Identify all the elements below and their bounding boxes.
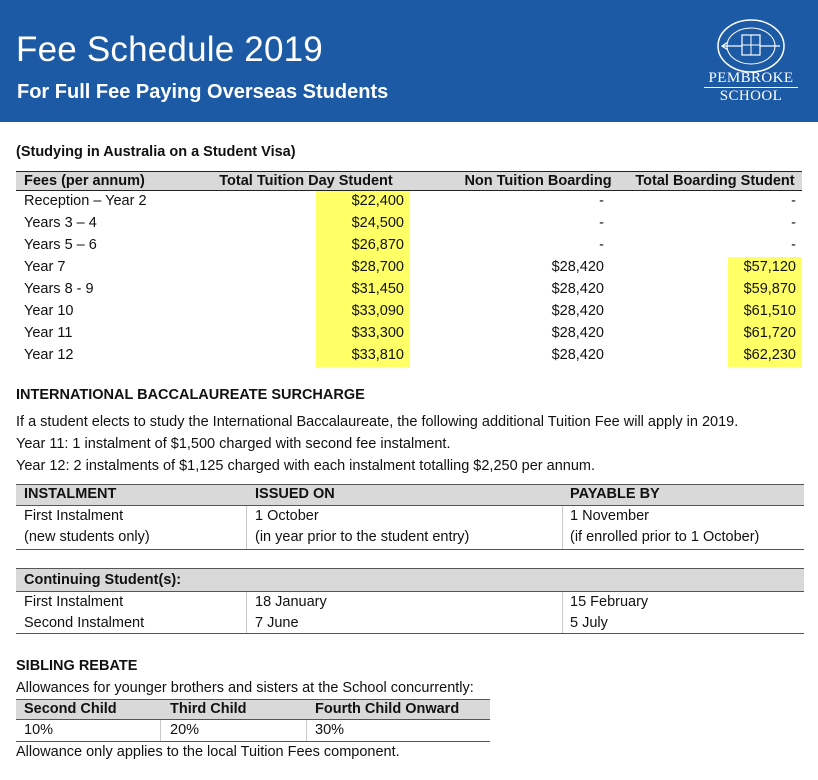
- day-student-fee: $22,400: [316, 191, 410, 213]
- boarding-total-fee: $57,120: [728, 257, 802, 279]
- table-divider: [16, 741, 490, 742]
- col-total-tuition-day: Total Tuition Day Student: [219, 173, 393, 189]
- boarding-total-fee: $59,870: [728, 279, 802, 301]
- continuing-row-issued: 7 June: [255, 615, 299, 631]
- continuing-heading: Continuing Student(s):: [24, 572, 182, 588]
- visa-note: (Studying in Australia on a Student Visa): [16, 144, 296, 160]
- column-divider: [246, 592, 247, 634]
- table-row: [16, 345, 802, 367]
- day-student-fee: $28,700: [316, 257, 410, 279]
- instalment-table-header: [16, 484, 804, 506]
- page-title: Fee Schedule 2019: [16, 30, 323, 69]
- day-student-fee: $26,870: [316, 235, 410, 257]
- ib-line-1: If a student elects to study the International Baccalaureate, the following additional Tuition Fee will apply in 2019.: [16, 414, 739, 430]
- first-issued-sub: (in year prior to the student entry): [255, 529, 470, 545]
- first-payable-date: 1 November: [570, 508, 649, 524]
- non-tuition-fee: -: [599, 237, 604, 253]
- table-row: [16, 323, 802, 345]
- column-divider: [160, 720, 161, 741]
- column-divider: [246, 506, 247, 550]
- first-instalment-label: First Instalment: [24, 508, 124, 524]
- school-crest-icon: [716, 18, 786, 74]
- boarding-total-fee: -: [791, 215, 796, 231]
- boarding-total-fee: $61,720: [728, 323, 802, 345]
- row-label: Reception – Year 2: [24, 193, 147, 209]
- row-label: Years 5 – 6: [24, 237, 97, 253]
- col-third-child: Third Child: [170, 701, 247, 717]
- logo-text-school: SCHOOL: [719, 88, 783, 104]
- non-tuition-fee: -: [599, 215, 604, 231]
- fourth-child-value: 30%: [315, 722, 345, 738]
- col-instalment: INSTALMENT: [24, 486, 117, 502]
- ib-line-2: Year 11: 1 instalment of $1,500 charged with second fee instalment.: [16, 436, 451, 452]
- col-second-child: Second Child: [24, 701, 117, 717]
- table-row: [16, 213, 802, 235]
- non-tuition-fee: $28,420: [551, 347, 604, 363]
- table-divider: [16, 549, 804, 550]
- sibling-heading: SIBLING REBATE: [16, 658, 138, 674]
- continuing-row-label: First Instalment: [24, 594, 124, 610]
- day-student-fee: $33,090: [316, 301, 410, 323]
- row-label: Year 12: [24, 347, 74, 363]
- col-issued-on: ISSUED ON: [255, 486, 335, 502]
- col-fourth-child: Fourth Child Onward: [315, 701, 460, 717]
- boarding-total-fee: $61,510: [728, 301, 802, 323]
- ib-heading: INTERNATIONAL BACCALAUREATE SURCHARGE: [16, 387, 365, 403]
- continuing-row-payable: 5 July: [570, 615, 608, 631]
- column-divider: [306, 720, 307, 741]
- continuing-row-payable: 15 February: [570, 594, 649, 610]
- row-label: Years 8 - 9: [24, 281, 94, 297]
- non-tuition-fee: $28,420: [551, 259, 604, 275]
- column-divider: [562, 592, 563, 634]
- non-tuition-fee: $28,420: [551, 281, 604, 297]
- first-issued-date: 1 October: [255, 508, 319, 524]
- col-fees-per-annum: Fees (per annum): [24, 173, 145, 189]
- second-child-value: 10%: [24, 722, 54, 738]
- ib-line-3: Year 12: 2 instalments of $1,125 charged with each instalment totalling $2,250 per annum.: [16, 458, 596, 474]
- logo-text-pembroke: PEMBROKE: [708, 70, 794, 86]
- table-row: [16, 301, 802, 323]
- table-divider: [16, 633, 804, 634]
- boarding-total-fee: $62,230: [728, 345, 802, 367]
- fee-table-header: [16, 171, 802, 191]
- sibling-intro: Allowances for younger brothers and sisters at the School concurrently:: [16, 680, 474, 696]
- boarding-total-fee: -: [791, 193, 796, 209]
- row-label: Year 10: [24, 303, 74, 319]
- third-child-value: 20%: [170, 722, 200, 738]
- row-label: Years 3 – 4: [24, 215, 97, 231]
- day-student-fee: $24,500: [316, 213, 410, 235]
- boarding-total-fee: -: [791, 237, 796, 253]
- first-payable-sub: (if enrolled prior to 1 October): [570, 529, 760, 545]
- col-payable-by: PAYABLE BY: [570, 486, 660, 502]
- row-label: Year 7: [24, 259, 66, 275]
- table-row: [16, 257, 802, 279]
- day-student-fee: $31,450: [316, 279, 410, 301]
- table-row: [16, 235, 802, 257]
- first-instalment-sub: (new students only): [24, 529, 150, 545]
- non-tuition-fee: $28,420: [551, 325, 604, 341]
- col-total-boarding: Total Boarding Student: [635, 173, 795, 189]
- table-row: [16, 279, 802, 301]
- table-row: [16, 191, 802, 213]
- page-header: [0, 0, 818, 122]
- continuing-row-issued: 18 January: [255, 594, 327, 610]
- non-tuition-fee: $28,420: [551, 303, 604, 319]
- non-tuition-fee: -: [599, 193, 604, 209]
- column-divider: [562, 506, 563, 550]
- col-non-tuition-boarding: Non Tuition Boarding: [464, 173, 612, 189]
- page-subtitle: For Full Fee Paying Overseas Students: [17, 81, 389, 103]
- sibling-footnote: Allowance only applies to the local Tuition Fees component.: [16, 744, 400, 760]
- day-student-fee: $33,300: [316, 323, 410, 345]
- day-student-fee: $33,810: [316, 345, 410, 367]
- row-label: Year 11: [24, 325, 73, 341]
- continuing-row-label: Second Instalment: [24, 615, 145, 631]
